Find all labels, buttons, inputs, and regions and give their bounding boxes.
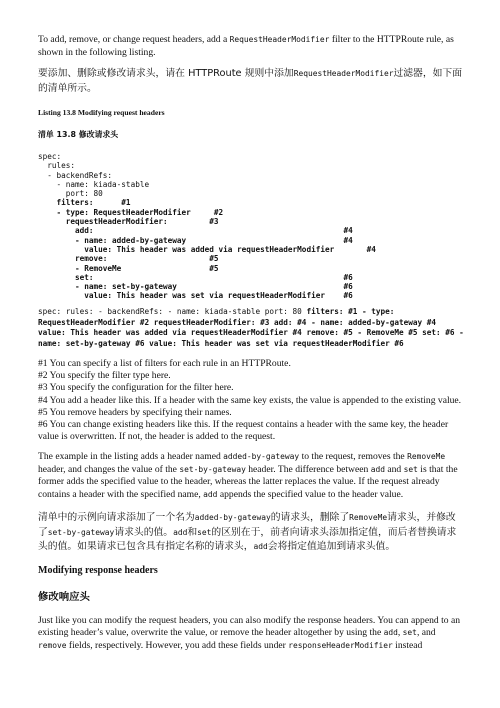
section-heading-en: Modifying response headers [38,564,158,576]
inline-code: remove [38,640,67,650]
text-run: 清单中的示例向请求添加了一个名为 [38,512,195,524]
inline-code: add [173,527,188,537]
text-run: 请求头的值。 [114,526,174,538]
text-run: The example in the listing adds a header named [38,451,224,463]
section-heading-zh: 修改响应头 [38,590,90,603]
inline-code: RemoveMe [407,452,446,462]
text-run: 和 [187,526,198,538]
inline-code: add [253,542,268,552]
listing-note: #6 You can change existing headers like this. If the request contains a header with the same key, the header value is overwritten. If not, the header is added to the request. [38,418,449,443]
code-line: requestHeaderModifier: #3 [38,217,219,227]
text-run: 请求头，并修改了 [38,512,456,538]
listing-note: #4 You add a header like this. If a header with the same key exists, the value is appended to the existing value. [38,394,462,406]
code-line: rules: [38,161,76,171]
text-run: instead [392,639,423,651]
intro-zh-text-b: 过滤器，如下面的清单所示。 [38,68,463,94]
code-listing-flattened [38,307,464,350]
code-line: remove: #5 [38,254,219,264]
intro-en-code: RequestHeaderModifier [229,35,330,44]
intro-zh-code: RequestHeaderModifier [293,69,394,78]
text-run: Just like you can modify the request headers, you can also modify the response headers. You can append to an existing header’s value, overwrite the value, or remove the header altogether by using the [38,614,461,639]
inline-code: responseHeaderModifier [288,640,393,650]
text-run: 的请求头，删除了 [270,512,350,524]
code-flat-segment: spec: rules: - backendRefs: - name: kiada-stable port: 80 [38,306,307,316]
text-run: header. The difference between [245,463,371,475]
text-run: and [384,463,404,475]
inline-code: set-by-gateway [179,464,246,474]
inline-code: set [197,527,212,537]
text-run: 的区别在于，前者向请求头添加指定值，而后者替换请求头的值。如果请求已包含具有指定名称的请求头， [38,526,457,553]
code-line: filters: #1 [38,198,131,208]
inline-code: set [402,628,417,638]
code-line: port: 80 [38,189,103,199]
text-run: , [397,627,403,639]
code-flat-segment: filters: #1 - type: RequestHeaderModifier #2 requestHeaderModifier: #3 add: #4 - name: added-by-gateway #4 value: This header was added via requestHeaderModifier #4 remove: #5 - RemoveMe #5 set: #6 - name: set-by-gateway #6 value: This header was set via requestHeaderModifier #6 [38,306,464,349]
listing-caption-zh: 清单 13.8 修改请求头 [38,130,119,139]
example-paragraph-en [38,451,464,501]
listing-note: #1 You can specify a list of filters for each rule in an HTTPRoute. [38,357,291,369]
code-line: spec: [38,152,62,161]
listing-caption-en: Listing 13.8 Modifying request headers [38,108,165,117]
intro-zh-text-a: 要添加、删除或修改请求头，请在 HTTPRoute 规则中添加 [38,68,294,79]
code-listing [38,152,464,301]
code-line: - name: set-by-gateway #6 [38,282,353,292]
intro-paragraph-zh [38,67,464,96]
code-line: add: #4 [38,226,353,236]
code-line: value: This header was set via requestHeaderModifier #6 [38,291,353,301]
inline-code: add [383,628,398,638]
final-paragraph-en [38,615,464,653]
code-line: - type: RequestHeaderModifier #2 [38,207,224,217]
listing-note: #5 You remove headers by specifying their names. [38,406,232,418]
document-page [38,34,464,652]
intro-paragraph-en [38,34,464,59]
inline-code: set [403,464,418,474]
code-line: - name: added-by-gateway #4 [38,235,353,245]
listing-note: #3 You specify the configuration for the filter here. [38,382,234,394]
text-run: header, and changes the value of the [38,463,180,475]
inline-code: add [203,489,218,499]
text-run: fields, respectively. However, you add these fields under [66,639,289,651]
inline-code: added-by-gateway [223,452,300,462]
inline-code: added-by-gateway [194,513,271,523]
inline-code: add [370,464,385,474]
listing-notes [38,358,464,443]
inline-code: RemoveMe [349,513,388,523]
text-run: to the request, removes the [299,451,408,463]
listing-note: #2 You specify the filter type here. [38,370,171,382]
inline-code: set-by-gateway [47,527,115,537]
text-run: is that the former adds the specified value to the header, whereas the latter replaces the value. If the request already contains a header with the specified name, [38,463,458,500]
intro-en-text-b: filter to the HTTPRoute rule, as shown in the following listing. [38,34,454,58]
text-run: , and [416,627,436,639]
text-run: appends the specified value to the header value. [217,488,404,500]
code-line: set: #6 [38,272,353,282]
code-line: - backendRefs: [38,170,113,180]
code-line: - RemoveMe #5 [38,263,219,273]
code-line: value: This header was added via requestHeaderModifier #4 [38,244,376,254]
intro-en-text-a: To add, remove, or change request headers, add a [38,34,230,45]
example-paragraph-zh [38,511,464,555]
code-line: - name: kiada-stable [38,179,150,189]
text-run: 会将指定值追加到请求头值。 [267,541,396,553]
